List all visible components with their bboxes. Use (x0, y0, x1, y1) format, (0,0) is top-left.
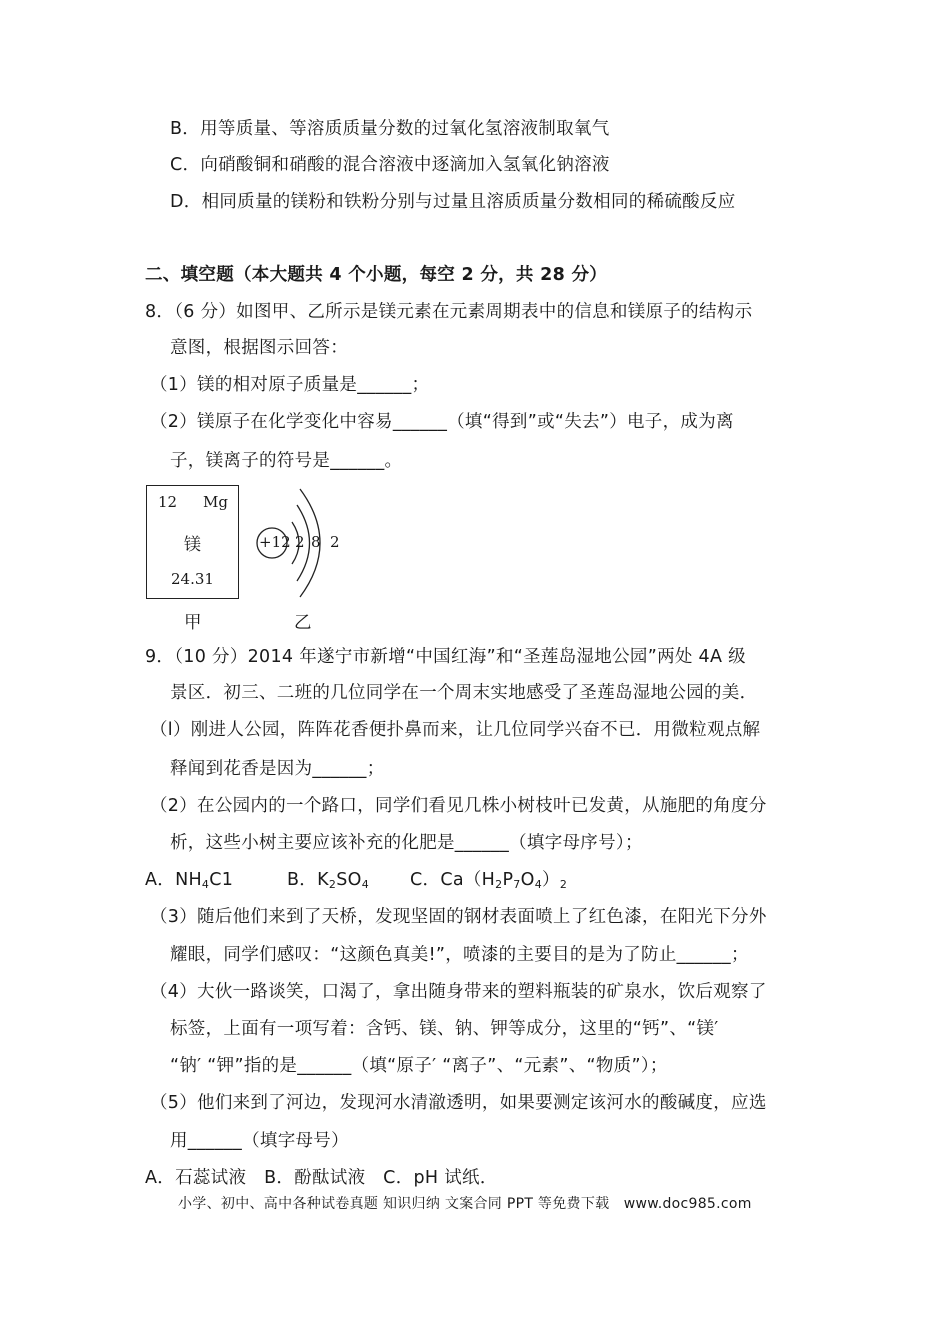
q9-stem-line2: 景区．初三、二班的几位同学在一个周末实地感受了圣莲岛湿地公园的美． (170, 683, 758, 703)
q9-stem-line1: 9．（10 分）2014 年遂宁市新增“中国红海”和“圣莲岛湿地公园”两处 4A 级 (145, 647, 746, 667)
page-footer: 小学、初中、高中各种试卷真题 知识归纳 文案合同 PPT 等免费下载 www.doc985.com (178, 1196, 752, 1212)
shell-electrons-2: 8 (311, 533, 321, 551)
element-symbol: Mg (203, 493, 228, 511)
section-heading: 二、填空题（本大题共 4 个小题，每空 2 分，共 28 分） (145, 265, 608, 285)
figure-label-yi: 乙 (294, 613, 312, 633)
q9-part2-line2: 析，这些小树主要应该补充的化肥是______（填字母序号）； (170, 833, 643, 853)
nucleus-charge: +12 (259, 533, 291, 551)
option-c: C．向硝酸铜和硝酸的混合溶液中逐滴加入氢氧化钠溶液 (170, 155, 610, 175)
fertilizer-option-a: A．$NH_4C1$ (145, 870, 234, 891)
q9-part5-line2: 用______（填字母号） (170, 1131, 349, 1151)
fertilizer-option-b: B．$K_2SO_4$ (287, 870, 369, 891)
q8-part2-line2: 子，镁离子的符号是______。 (170, 451, 403, 471)
atomic-number: 12 (158, 493, 178, 511)
q8-stem-line2: 意图，根据图示回答： (170, 338, 348, 358)
element-name: 镁 (184, 535, 201, 555)
option-b: B．用等质量、等溶质质量分数的过氧化氢溶液制取氧气 (170, 119, 610, 139)
q9-part3-line1: （3）随后他们来到了天桥，发现坚固的钢材表面喷上了红色漆，在阳光下分外 (150, 907, 767, 927)
q9-part4-line1: （4）大伙一路谈笑，口渴了，拿出随身带来的塑料瓶装的矿泉水，饮后观察了 (150, 982, 767, 1002)
q9-part4-line3: “钠′ “钾”指的是______（填“原子′ “离子”、“元素”、“物质”）； (170, 1056, 668, 1076)
q8-part1: （1）镁的相对原子质量是______； (150, 375, 430, 395)
q8-stem-line1: 8．（6 分）如图甲、乙所示是镁元素在元素周期表中的信息和镁原子的结构示 (145, 302, 753, 322)
q9-part1-line2: 释闻到花香是因为______； (170, 759, 385, 779)
figure-label-jia: 甲 (184, 613, 202, 633)
q9-part2-line1: （2）在公园内的一个路口，同学们看见几株小树枝叶已发黄，从施肥的角度分 (150, 796, 767, 816)
periodic-table-cell (146, 485, 239, 599)
atomic-mass: 24.31 (171, 570, 214, 588)
option-d: D．相同质量的镁粉和铁粉分别与过量且溶质质量分数相同的稀硫酸反应 (170, 192, 736, 212)
q9-part4-line2: 标签，上面有一项写着：含钙、镁、钠、钾等成分，这里的“钙”、“镁′ (170, 1019, 719, 1039)
q9-part3-line2: 耀眼，同学们感叹：“这颜色真美!”，喷漆的主要目的是为了防止______； (170, 945, 749, 965)
shell-electrons-1: 2 (295, 533, 305, 551)
shell-electrons-3: 2 (330, 533, 340, 551)
q9-part1-line1: （l）刚进人公园，阵阵花香便扑鼻而来，让几位同学兴奋不已．用微粒观点解 (150, 720, 761, 740)
q9-part5-line1: （5）他们来到了河边，发现河水清澈透明，如果要测定该河水的酸碱度，应选 (150, 1093, 767, 1113)
q9-part5-options: A．石蕊试液 B．酚酞试液 C．pH 试纸． (145, 1168, 498, 1188)
fertilizer-option-c: C．$Ca(H_2P_7O_4)_2$ (410, 870, 568, 891)
q8-part2-line1: （2）镁原子在化学变化中容易______（填“得到”或“失去”）电子，成为离 (150, 412, 734, 432)
atomic-structure-diagram (250, 485, 350, 615)
